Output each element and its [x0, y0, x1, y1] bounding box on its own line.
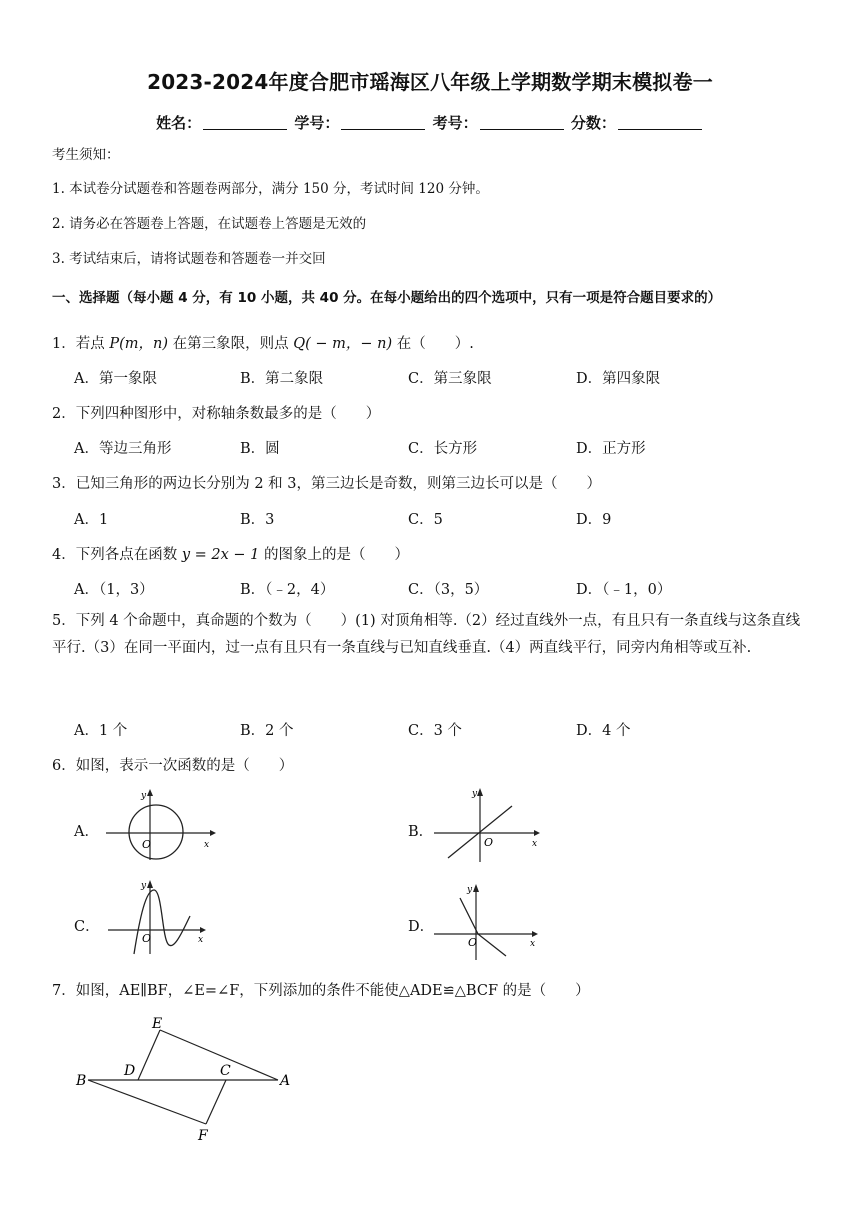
q6-graph-c-wave — [104, 876, 214, 956]
q5-option-d: D．4 个 — [576, 723, 631, 739]
exam-number-label: 考号： — [432, 114, 478, 132]
q4-text-a: 4．下列各点在函数 — [52, 547, 182, 563]
q6-graph-d-angle — [430, 880, 544, 960]
y-label: y — [141, 791, 147, 801]
q1-option-c: C．第三象限 — [408, 371, 492, 387]
section-1-title: 一、选择题（每小题 4 分，有 10 小题，共 40 分。在每小题给出的四个选项中，只有一项是符合题目要求的） — [52, 290, 722, 306]
q2-option-a: A．等边三角形 — [74, 441, 172, 457]
q5-option-a: A．1 个 — [74, 723, 128, 739]
q3-option-a: A．1 — [74, 512, 109, 528]
q4-option-d: D．（﹣1，0） — [576, 582, 672, 598]
q1-option-d: D．第四象限 — [576, 371, 661, 387]
page-title: 2023-2024年度合肥市瑶海区八年级上学期数学期末模拟卷一 — [147, 70, 713, 94]
name-label: 姓名： — [156, 114, 202, 132]
q2-option-d: D．正方形 — [576, 441, 646, 457]
q3-option-c: C．5 — [408, 512, 443, 528]
label-d: D — [124, 1063, 136, 1079]
q1-point-p: P(m，n) — [109, 336, 169, 352]
q1-option-a: A．第一象限 — [74, 371, 157, 387]
question-1-stem — [52, 332, 474, 353]
segment-ea — [160, 1030, 278, 1080]
origin-label: O — [468, 936, 478, 949]
label-f: F — [198, 1128, 208, 1144]
broken-line — [460, 898, 506, 956]
x-label: x — [532, 839, 538, 849]
notice-heading: 考生须知： — [52, 147, 120, 163]
y-axis-arrow — [477, 788, 483, 796]
y-axis-arrow — [147, 880, 153, 888]
y-label: y — [467, 885, 473, 895]
segment-fc — [206, 1080, 226, 1124]
q1-text-b: 在第三象限，则点 — [168, 336, 294, 352]
q3-option-b: B．3 — [240, 512, 275, 528]
x-axis-arrow — [532, 931, 538, 937]
question-2-stem: 2．下列四种图形中，对称轴条数最多的是（ ） — [52, 406, 381, 422]
student-info-row — [0, 112, 860, 133]
q1-text-a: 1．若点 — [52, 336, 110, 352]
question-4-stem — [52, 543, 409, 564]
q6-option-d-label: D． — [408, 919, 435, 935]
label-b: B — [76, 1073, 87, 1089]
student-id-blank — [341, 115, 425, 130]
segment-de — [138, 1030, 160, 1080]
q4-option-c: C．（3，5） — [408, 582, 489, 598]
q1-text-c: 在（ ）. — [392, 336, 474, 352]
q6-graph-a-circle — [98, 786, 218, 862]
student-id-label: 学号： — [294, 114, 340, 132]
notice-item-3: 3. 考试结束后，请将试题卷和答题卷一并交回 — [52, 251, 326, 267]
q1-point-q: Q( − m，− n) — [293, 336, 393, 352]
x-label: x — [530, 939, 536, 949]
notice-item-1: 1. 本试卷分试题卷和答题卷两部分，满分 150 分，考试时间 120 分钟。 — [52, 181, 489, 197]
name-blank — [203, 115, 287, 130]
q1-option-b: B．第二象限 — [240, 371, 324, 387]
origin-label: O — [484, 836, 494, 849]
q2-option-b: B．圆 — [240, 441, 280, 457]
q4-text-b: 的图象上的是（ ） — [259, 547, 410, 563]
q5-option-b: B．2 个 — [240, 723, 294, 739]
notice-item-2: 2. 请务必在答题卷上答题，在试题卷上答题是无效的 — [52, 216, 367, 232]
label-e: E — [152, 1016, 163, 1032]
q4-function: y = 2x − 1 — [181, 547, 260, 563]
question-6-stem: 6．如图，表示一次函数的是（ ） — [52, 758, 294, 774]
q6-graph-b-line — [430, 784, 548, 864]
y-label: y — [141, 881, 147, 891]
y-axis-arrow — [147, 789, 153, 796]
exam-number-blank — [480, 115, 564, 130]
x-label: x — [198, 935, 204, 945]
x-axis-arrow — [534, 830, 540, 836]
q6-option-b-label: B． — [408, 824, 434, 840]
x-axis-arrow — [200, 927, 206, 933]
label-c: C — [220, 1063, 231, 1079]
label-a: A — [280, 1073, 291, 1089]
q6-option-c-label: C． — [74, 919, 100, 935]
circle-curve — [129, 805, 183, 859]
q6-option-a-label: A． — [74, 824, 99, 840]
q4-option-a: A．（1，3） — [74, 582, 154, 598]
q2-option-c: C．长方形 — [408, 441, 478, 457]
question-5-stem: 5．下列 4 个命题中，真命题的个数为（ ）(1) 对顶角相等.（2）经过直线外一点，有且只有一条直线与这条直线平行.（3）在同一平面内，过一点有且只有一条直线与已知直线垂直.（4）两直线平行，同旁内角相等或互补. — [52, 613, 801, 656]
q4-option-b: B．（﹣2，4） — [240, 582, 335, 598]
origin-label: O — [142, 932, 152, 945]
question-3-stem: 3．已知三角形的两边长分别为 2 和 3，第三边长是奇数，则第三边长可以是（ ） — [52, 476, 602, 492]
score-label: 分数： — [570, 114, 616, 132]
question-7-stem: 7．如图，AE∥BF，∠E=∠F，下列添加的条件不能使△ADE≌△BCF 的是（ ） — [52, 983, 590, 999]
q5-option-c: C．3 个 — [408, 723, 462, 739]
x-label: x — [204, 840, 210, 850]
q7-geometry-figure — [74, 1012, 304, 1148]
y-axis-arrow — [473, 884, 479, 892]
segment-bf — [88, 1080, 206, 1124]
score-blank — [618, 115, 702, 130]
q3-option-d: D．9 — [576, 512, 612, 528]
origin-label: O — [142, 838, 152, 851]
x-axis-arrow — [210, 830, 216, 836]
y-label: y — [472, 789, 478, 799]
